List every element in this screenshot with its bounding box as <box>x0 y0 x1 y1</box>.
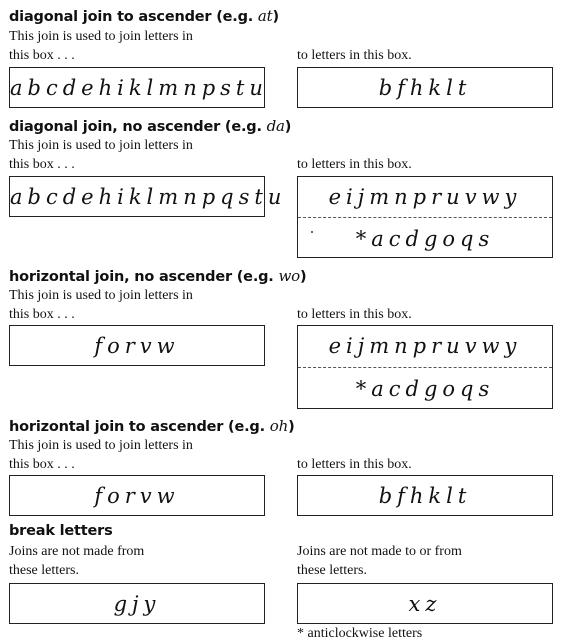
section-4-example: oh <box>269 417 289 435</box>
section-1-right-label: to letters in this box. <box>297 48 412 63</box>
section-3-right-letters-bottom: *acdgoqs <box>355 377 495 401</box>
section-3-left-letters: forvw <box>94 334 180 358</box>
section-5-right-letters: xz <box>408 592 442 616</box>
section-4-right-box <box>297 475 553 516</box>
section-5-left-line1: Joins are not made from <box>9 544 145 559</box>
section-1-right-box <box>297 67 553 108</box>
section-4-close: ) <box>288 419 295 435</box>
section-2-left-box <box>9 176 287 217</box>
section-2-right-letters-top: eijmnpruvwy <box>328 185 522 209</box>
footnote: * anticlockwise letters <box>297 626 423 641</box>
section-1-title: diagonal join to ascender (e.g. <box>9 9 258 25</box>
section-2-right-letters-bottom: *acdgoqs <box>355 227 495 251</box>
section-5-title: break letters <box>9 523 113 539</box>
section-5-right-line1: Joins are not made to or from <box>297 544 462 559</box>
section-4-right-label: to letters in this box. <box>297 457 412 472</box>
section-4-left-line1: This join is used to join letters in <box>9 438 193 453</box>
section-3-right-letters-top: eijmnpruvwy <box>328 334 522 358</box>
section-4-title: horizontal join to ascender (e.g. <box>9 419 270 435</box>
section-5-right-line2: these letters. <box>297 563 367 578</box>
section-2-close: ) <box>284 119 292 135</box>
section-5-heading <box>9 523 113 539</box>
section-2-left-line2: this box . . . <box>9 157 75 172</box>
section-5-left-box <box>9 583 265 624</box>
section-5-left-letters: gjy <box>113 592 161 616</box>
section-3-close: ) <box>299 269 307 285</box>
section-1-example: at <box>257 7 273 25</box>
section-2-right-box <box>297 176 553 258</box>
section-2-left-letters: abcdehiklmnpqstu <box>10 185 287 209</box>
section-4-left-box <box>9 475 265 516</box>
section-3-right-box <box>297 325 553 409</box>
section-1-heading <box>9 7 279 25</box>
section-1-left-letters: abcdehiklmnpstu <box>10 76 268 100</box>
section-4-left-letters: forvw <box>94 484 180 508</box>
section-2-left-line1: This join is used to join letters in <box>9 138 193 153</box>
section-3-left-line2: this box . . . <box>9 307 75 322</box>
section-1-left-line1: This join is used to join letters in <box>9 29 193 44</box>
section-2-divider <box>298 217 552 218</box>
section-1-left-line2: this box . . . <box>9 48 75 63</box>
section-1-right-letters: bfhklt <box>378 76 472 100</box>
section-3-left-line1: This join is used to join letters in <box>9 288 193 303</box>
section-3-title: horizontal join, no ascender (e.g. <box>9 269 279 285</box>
section-5-left-line2: these letters. <box>9 563 79 578</box>
section-2-title: diagonal join, no ascender (e.g. <box>9 119 267 135</box>
section-2-heading <box>9 117 291 135</box>
section-1-close: ) <box>272 9 279 25</box>
section-3-left-box <box>9 325 265 366</box>
section-3-example: wo <box>278 267 300 285</box>
section-1-left-box <box>9 67 268 108</box>
section-5-right-box <box>297 583 553 624</box>
section-2-example: da <box>266 117 285 135</box>
section-3-divider <box>298 367 552 368</box>
section-4-left-line2: this box . . . <box>9 457 75 472</box>
section-4-right-letters: bfhklt <box>378 484 472 508</box>
section-3-right-label: to letters in this box. <box>297 307 412 322</box>
section-2-right-label: to letters in this box. <box>297 157 412 172</box>
section-3-heading <box>9 267 306 285</box>
section-4-heading <box>9 417 295 435</box>
